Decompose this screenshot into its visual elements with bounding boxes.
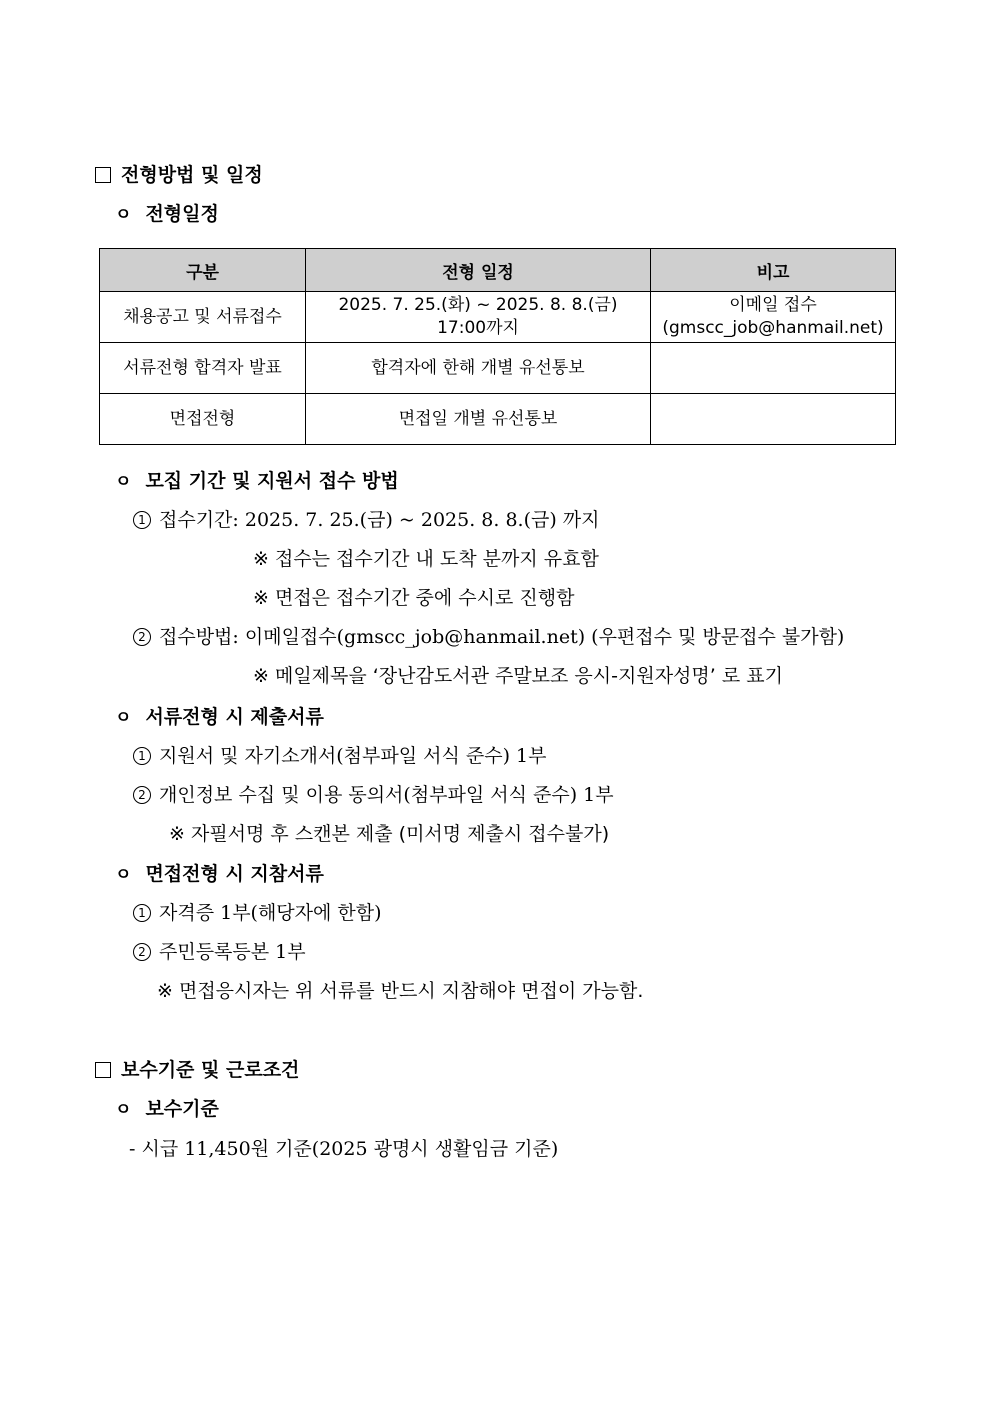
list-item-text: 지원서 및 자기소개서(첨부파일 서식 준수) 1부 (159, 745, 547, 767)
table-cell-note (651, 394, 896, 445)
list-item-text: 접수기간: 2025. 7. 25.(금) ~ 2025. 8. 8.(금) 까지 (159, 509, 600, 531)
circled-number-icon: 2 (133, 786, 151, 804)
table-cell-category: 면접전형 (100, 394, 306, 445)
circled-number-icon: 2 (133, 628, 151, 646)
bullet-circle-icon: ㅇ (115, 472, 132, 492)
table-header-cell: 비고 (651, 249, 896, 292)
schedule-table (99, 248, 896, 445)
list-item (133, 940, 306, 964)
table-cell-schedule: 면접일 개별 유선통보 (306, 394, 651, 445)
table-cell-schedule (306, 292, 651, 343)
bullet-circle-icon: ㅇ (115, 865, 132, 885)
bullet-circle-icon: ㅇ (115, 1100, 132, 1120)
section-heading (95, 163, 263, 187)
table-cell-category: 채용공고 및 서류접수 (100, 292, 306, 343)
circled-number-icon: 2 (133, 943, 151, 961)
table-cell-category: 서류전형 합격자 발표 (100, 343, 306, 394)
note-line: 이메일 접수 (729, 295, 817, 315)
subsection-heading (115, 469, 399, 494)
table-row (100, 394, 896, 445)
list-item (133, 744, 546, 768)
subsection-title: 보수기준 (145, 1098, 219, 1120)
subsection-heading (115, 202, 219, 227)
list-item-text: 주민등록등본 1부 (159, 941, 306, 963)
table-header-cell: 구분 (100, 249, 306, 292)
subsection-heading (115, 862, 324, 887)
section-heading (95, 1058, 299, 1082)
note-line: (gmscc_job@hanmail.net) (662, 318, 884, 338)
bullet-circle-icon: ㅇ (115, 708, 132, 728)
circled-number-icon: 1 (133, 511, 151, 529)
schedule-line: 2025. 7. 25.(화) ~ 2025. 8. 8.(금) (338, 295, 618, 315)
table-header-row (100, 249, 896, 292)
note-text: ※ 메일제목을 ‘장난감도서관 주말보조 응시-지원자성명’ 로 표기 (253, 665, 783, 687)
list-item-text: 개인정보 수집 및 이용 동의서(첨부파일 서식 준수) 1부 (159, 784, 614, 806)
subsection-title: 모집 기간 및 지원서 접수 방법 (145, 470, 399, 492)
subsection-title: 전형일정 (145, 203, 219, 225)
schedule-line: 17:00까지 (437, 318, 519, 338)
list-item (133, 625, 844, 649)
subsection-heading (115, 705, 324, 730)
table-row (100, 343, 896, 394)
bullet-circle-icon: ㅇ (115, 205, 132, 225)
list-item-text: 자격증 1부(해당자에 한함) (159, 902, 382, 924)
checkbox-square-icon (95, 167, 111, 183)
note-text: ※ 면접응시자는 위 서류를 반드시 지참해야 면접이 가능함. (157, 980, 644, 1002)
table-cell-note (651, 292, 896, 343)
subsection-title: 서류전형 시 제출서류 (145, 706, 324, 728)
list-item-text: 접수방법: 이메일접수(gmscc_job@hanmail.net) (우편접수 및 방문접수 불가함) (159, 626, 845, 648)
table-header-cell: 전형 일정 (306, 249, 651, 292)
table-cell-schedule: 합격자에 한해 개별 유선통보 (306, 343, 651, 394)
list-item (133, 783, 614, 807)
table-row (100, 292, 896, 343)
list-item-text: - 시급 11,450원 기준(2025 광명시 생활임금 기준) (129, 1138, 559, 1160)
checkbox-square-icon (95, 1062, 111, 1078)
section-title: 보수기준 및 근로조건 (121, 1059, 300, 1081)
subsection-heading (115, 1097, 219, 1122)
section-title: 전형방법 및 일정 (121, 164, 263, 186)
note-text: ※ 자필서명 후 스캔본 제출 (미서명 제출시 접수불가) (169, 823, 610, 845)
subsection-title: 면접전형 시 지참서류 (145, 863, 324, 885)
list-item (133, 901, 382, 925)
table-cell-note (651, 343, 896, 394)
list-item (133, 508, 600, 532)
note-text: ※ 면접은 접수기간 중에 수시로 진행함 (253, 587, 575, 609)
note-text: ※ 접수는 접수기간 내 도착 분까지 유효함 (253, 548, 599, 570)
circled-number-icon: 1 (133, 747, 151, 765)
circled-number-icon: 1 (133, 904, 151, 922)
